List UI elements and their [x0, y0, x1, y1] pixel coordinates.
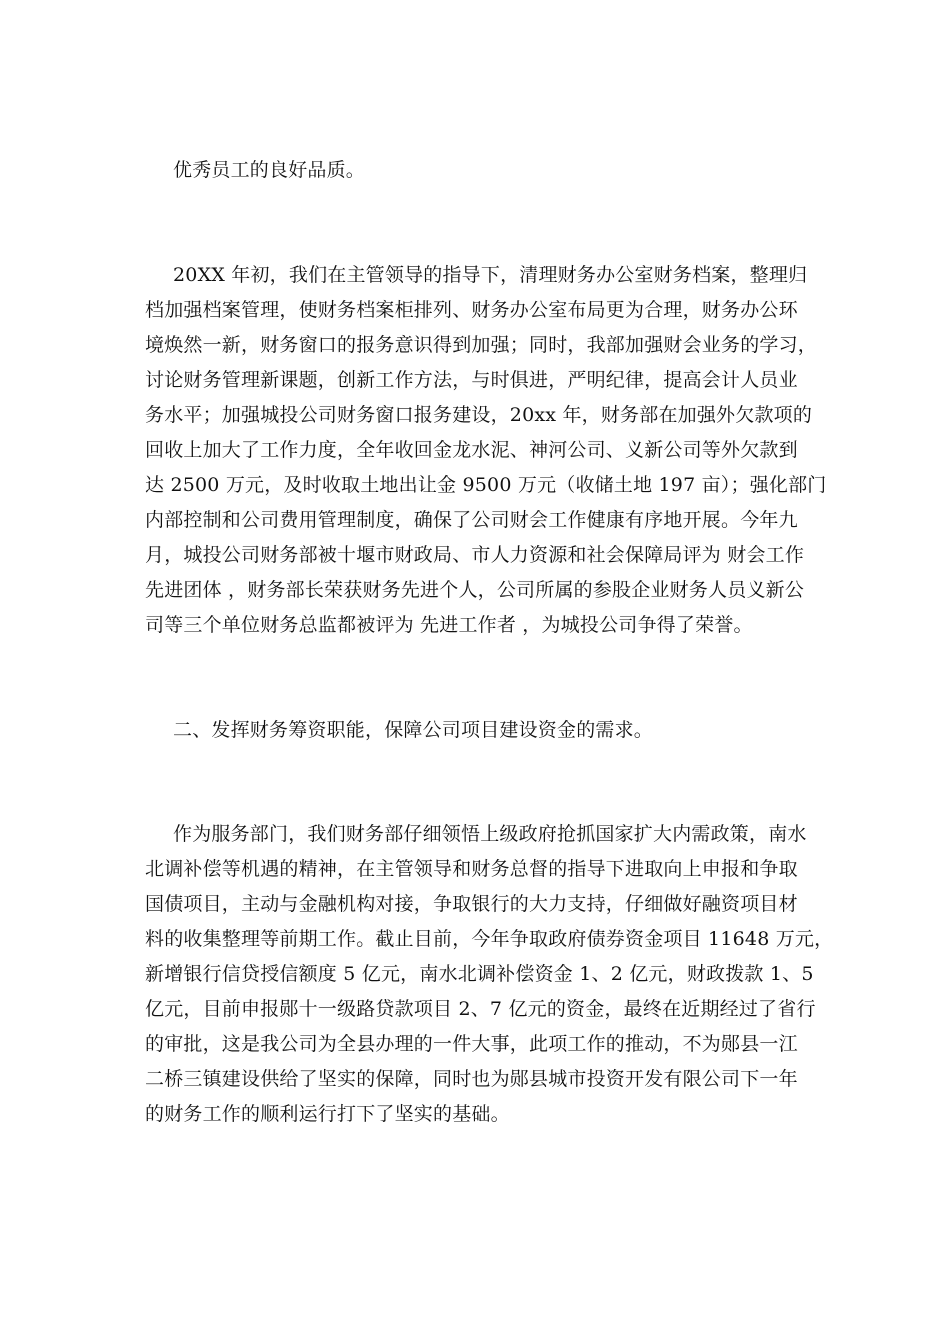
paragraph-2-line: 司等三个单位财务总监都被评为 先进工作者 ，为城投公司争得了荣誉。: [145, 614, 753, 636]
paragraph-1-line: 优秀员工的良好品质。: [173, 159, 366, 181]
paragraph-3-line: 新增银行信贷授信额度 5 亿元，南水北调补偿资金 1、2 亿元，财政拨款 1、5: [145, 963, 814, 985]
paragraph-2-line: 先进团体 ，财务部长荣获财务先进个人，公司所属的参股企业财务人员义新公: [145, 579, 805, 601]
paragraph-3-line: 的财务工作的顺利运行打下了坚实的基础。: [145, 1103, 510, 1125]
section-heading-2: 二、发挥财务筹资职能，保障公司项目建设资金的需求。: [173, 719, 654, 741]
paragraph-2-line: 回收上加大了工作力度，全年收回金龙水泥、神河公司、义新公司等外欠款到: [145, 439, 798, 461]
paragraph-2-line: 境焕然一新，财务窗口的报务意识得到加强；同时，我部加强财会业务的学习，: [145, 334, 818, 356]
paragraph-2-line: 达 2500 万元，及时收取土地出让金 9500 万元（收储土地 197 亩）；强化部门: [145, 474, 827, 496]
paragraph-3-line: 北调补偿等机遇的精神，在主管领导和财务总督的指导下进取向上申报和争取: [145, 858, 798, 880]
paragraph-2-line: 20XX 年初，我们在主管领导的指导下，清理财务办公室财务档案，整理归: [173, 264, 808, 286]
paragraph-2-line: 务水平；加强城投公司财务窗口报务建设，20xx 年，财务部在加强外欠款项的: [145, 404, 813, 426]
paragraph-3-line: 作为服务部门，我们财务部仔细领悟上级政府抢抓国家扩大内需政策，南水: [173, 823, 807, 845]
paragraph-3-line: 二桥三镇建设供给了坚实的保障，同时也为郧县城市投资开发有限公司下一年: [145, 1068, 798, 1090]
paragraph-3-line: 国债项目，主动与金融机构对接，争取银行的大力支持，仔细做好融资项目材: [145, 893, 798, 915]
paragraph-2-line: 档加强档案管理，使财务档案柜排列、财务办公室布局更为合理，财务办公环: [145, 299, 798, 321]
paragraph-3-line: 的审批，这是我公司为全县办理的一件大事，此项工作的推动，不为郧县一江: [145, 1033, 798, 1055]
paragraph-2-line: 讨论财务管理新课题，创新工作方法，与时俱进，严明纪律，提高会计人员业: [145, 369, 798, 391]
paragraph-2-line: 月，城投公司财务部被十堰市财政局、市人力资源和社会保障局评为 财会工作: [145, 544, 805, 566]
paragraph-2-line: 内部控制和公司费用管理制度，确保了公司财会工作健康有序地开展。今年九: [145, 509, 798, 531]
paragraph-3-line: 料的收集整理等前期工作。截止目前，今年争取政府债券资金项目 11648 万元，: [145, 928, 834, 950]
paragraph-3-line: 亿元，目前申报郧十一级路贷款项目 2、7 亿元的资金，最终在近期经过了省行: [145, 998, 816, 1020]
